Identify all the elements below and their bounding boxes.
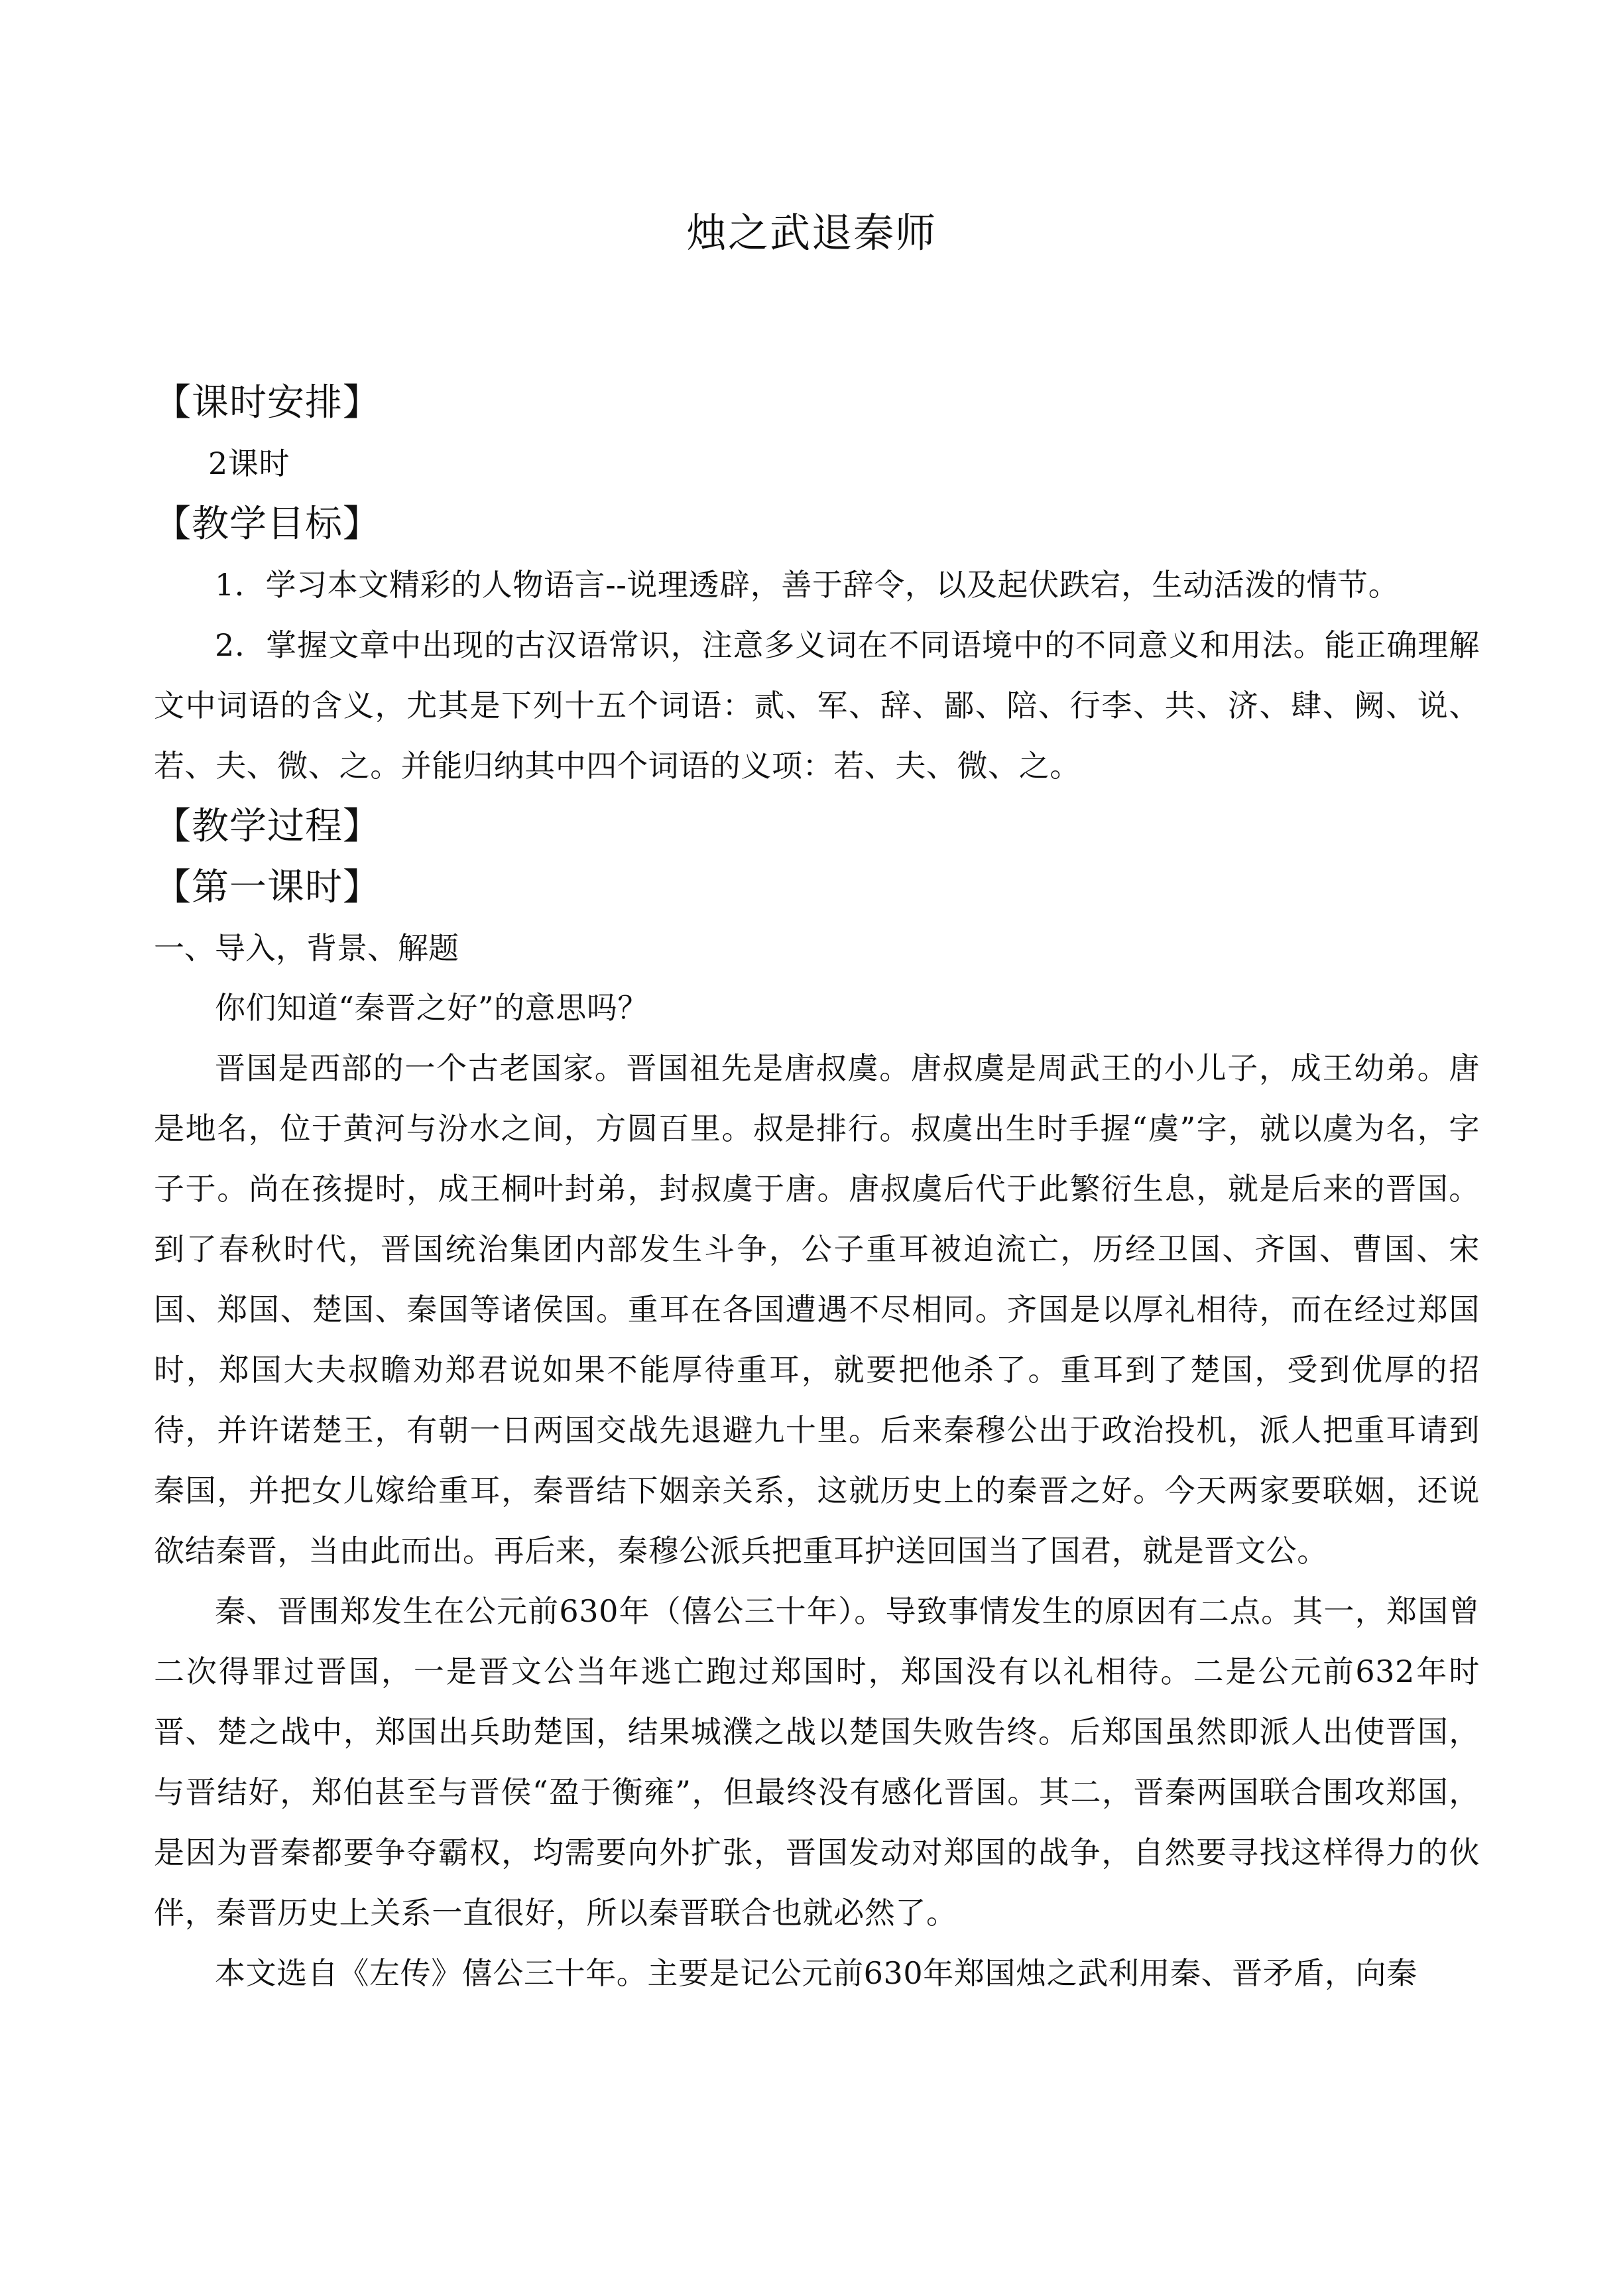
- goal-item-2: 2．掌握文章中出现的古汉语常识，注意多义词在不同语境中的不同意义和用法。能正确理解文中词语的含义，尤其是下列十五个词语：贰、军、辞、鄙、陪、行李、共、济、肆、阙、说、若、夫、微、之。并能归纳其中四个词语的义项：若、夫、微、之。: [154, 627, 1480, 784]
- lesson1-heading: 【第一课时】: [154, 866, 381, 909]
- goal-item-1: 1．学习本文精彩的人物语言--说理透辟，善于辞令，以及起伏跌宕，生动活泼的情节。: [215, 567, 1400, 603]
- part1-heading: 一、导入，背景、解题: [154, 930, 459, 966]
- goals-heading: 【教学目标】: [154, 503, 381, 546]
- schedule-text: 2课时: [208, 446, 290, 481]
- page-title: 烛之武退秦师: [686, 210, 937, 257]
- question-paragraph: 你们知道“秦晋之好”的意思吗？: [215, 990, 649, 1026]
- background-paragraph-3: 本文选自《左传》僖公三十年。主要是记公元前630年郑国烛之武利用秦、晋矛盾，向秦: [215, 1955, 1417, 1991]
- schedule-heading: 【课时安排】: [154, 381, 381, 424]
- background-paragraph-1: 晋国是西部的一个古老国家。晋国祖先是唐叔虞。唐叔虞是周武王的小儿子，成王幼弟。唐是地名，位于黄河与汾水之间，方圆百里。叔是排行。叔虞出生时手握“虞”字，就以虞为名，字子于。尚在孩提时，成王桐叶封弟，封叔虞于唐。唐叔虞后代于此繁衍生息，就是后来的晋国。到了春秋时代，晋国统治集团内部发生斗争，公子重耳被迫流亡，历经卫国、齐国、曹国、宋国、郑国、楚国、秦国等诸侯国。重耳在各国遭遇不尽相同。齐国是以厚礼相待，而在经过郑国时，郑国大夫叔瞻劝郑君说如果不能厚待重耳，就要把他杀了。重耳到了楚国，受到优厚的招待，并许诺楚王，有朝一日两国交战先退避九十里。后来秦穆公出于政治投机，派人把重耳请到秦国，并把女儿嫁给重耳，秦晋结下姻亲关系，这就历史上的秦晋之好。今天两家要联姻，还说欲结秦晋，当由此而出。再后来，秦穆公派兵把重耳护送回国当了国君，就是晋文公。: [154, 1050, 1480, 1569]
- background-paragraph-2: 秦、晋围郑发生在公元前630年（僖公三十年）。导致事情发生的原因有二点。其一，郑国曾二次得罪过晋国，一是晋文公当年逃亡跑过郑国时，郑国没有以礼相待。二是公元前632年时晋、楚之战中，郑国出兵助楚国，结果城濮之战以楚国失败告终。后郑国虽然即派人出使晋国，与晋结好，郑伯甚至与晋侯“盈于衡雍”，但最终没有感化晋国。其二，晋秦两国联合围攻郑国，是因为晋秦都要争夺霸权，均需要向外扩张，晋国发动对郑国的战争，自然要寻找这样得力的伙伴，秦晋历史上关系一直很好，所以秦晋联合也就必然了。: [154, 1593, 1480, 1931]
- process-heading: 【教学过程】: [154, 805, 381, 848]
- document-body: [154, 373, 1480, 2004]
